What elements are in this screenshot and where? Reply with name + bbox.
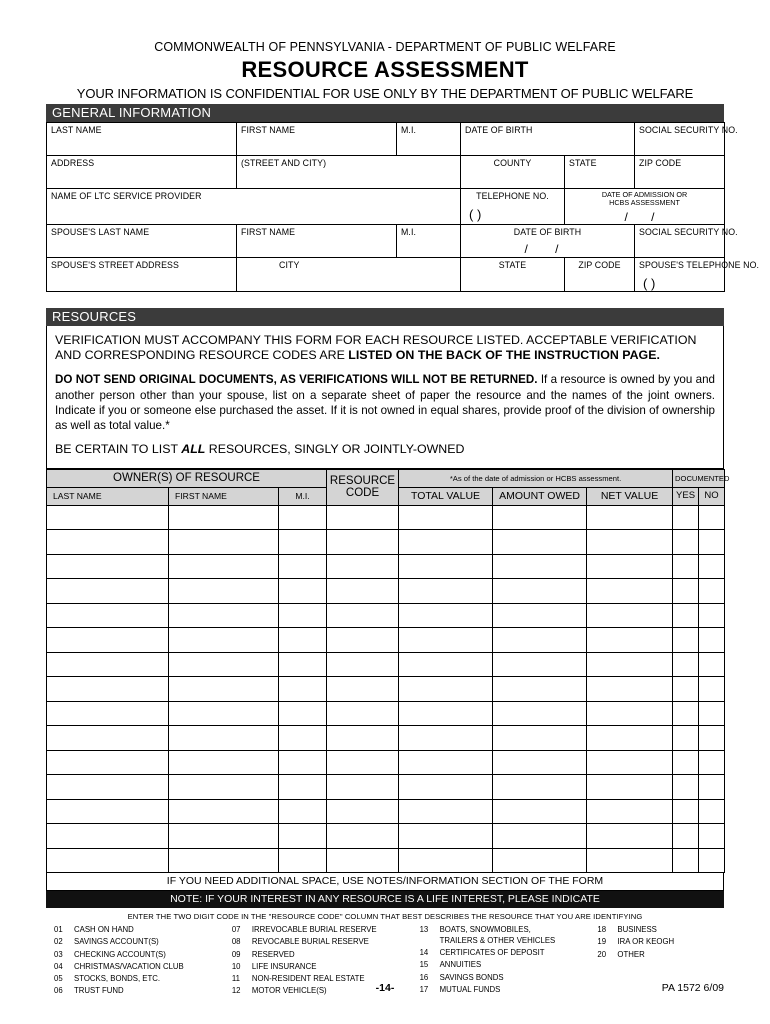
- col-total-value: TOTAL VALUE: [399, 487, 493, 505]
- resource-entry-cell[interactable]: [279, 554, 327, 579]
- resource-entry-cell[interactable]: [327, 628, 399, 653]
- resource-entry-cell[interactable]: [327, 750, 399, 775]
- code-label-line2: TRAILERS & OTHER VEHICLES: [439, 935, 556, 945]
- list-item: [232, 951, 420, 959]
- cell-county[interactable]: COUNTY: [461, 156, 565, 189]
- resource-entry-cell[interactable]: [47, 848, 169, 873]
- list-item: [420, 986, 598, 994]
- resource-entry-cell[interactable]: [673, 824, 699, 849]
- resource-entry-cell[interactable]: [47, 677, 169, 702]
- cell-zip[interactable]: ZIP CODE: [635, 156, 725, 189]
- enter-code-note: ENTER THE TWO DIGIT CODE IN THE "RESOURCE CODE" COLUMN THAT BEST DESCRIBES THE RESOURCE THAT YOU ARE IDENTIFYING: [127, 912, 643, 921]
- resource-entry-cell[interactable]: [47, 628, 169, 653]
- resource-entry-cell[interactable]: [699, 775, 725, 800]
- list-item: [597, 938, 716, 946]
- spouse-dob-slashes: / /: [524, 241, 571, 256]
- table-row: [47, 775, 725, 800]
- resource-entry-cell[interactable]: [327, 848, 399, 873]
- table-row: [47, 652, 725, 677]
- list-item: [54, 951, 232, 959]
- page-title: RESOURCE ASSESSMENT: [241, 57, 529, 82]
- resource-entry-cell[interactable]: [169, 603, 279, 628]
- resource-entry-cell[interactable]: [493, 677, 587, 702]
- resource-entry-cell[interactable]: [399, 824, 493, 849]
- resource-entry-cell[interactable]: [493, 579, 587, 604]
- col-first-name: FIRST NAME: [169, 487, 279, 505]
- resource-entry-cell[interactable]: [169, 726, 279, 751]
- resource-entry-cell[interactable]: [399, 505, 493, 530]
- resources-instructions: [46, 326, 724, 469]
- table-row: [47, 799, 725, 824]
- page-number: -14-: [375, 982, 395, 994]
- resource-entry-cell[interactable]: [399, 652, 493, 677]
- code-label: TRUST FUND: [74, 986, 124, 996]
- code-column-3: [420, 926, 598, 1000]
- code-number: 08: [231, 937, 241, 947]
- list-all-paragraph: BE CERTAIN TO LIST ALL RESOURCES, SINGLY OR JOINTLY-OWNED: [55, 441, 465, 456]
- cell-telephone[interactable]: TELEPHONE NO. ( ): [461, 189, 565, 225]
- code-number: 13: [419, 925, 429, 934]
- resource-entry-cell[interactable]: [587, 848, 673, 873]
- cell-spouse-telephone[interactable]: SPOUSE'S TELEPHONE NO. ( ): [635, 257, 725, 291]
- resource-entry-cell[interactable]: [673, 701, 699, 726]
- resource-entry-cell[interactable]: [699, 677, 725, 702]
- cell-spouse-dob[interactable]: DATE OF BIRTH / /: [461, 224, 635, 257]
- code-label: IRA OR KEOGH: [617, 937, 675, 947]
- cell-spouse-city[interactable]: CITY: [237, 257, 461, 291]
- resource-entry-cell[interactable]: [279, 603, 327, 628]
- col-yes: YES: [673, 487, 699, 505]
- resource-entry-cell[interactable]: [699, 579, 725, 604]
- gi-row-2: [47, 156, 725, 189]
- resource-entry-cell[interactable]: [673, 848, 699, 873]
- gi-row-4: [47, 224, 725, 257]
- resource-entry-cell[interactable]: [493, 799, 587, 824]
- resource-entry-cell[interactable]: [699, 652, 725, 677]
- resource-entry-cell[interactable]: [699, 799, 725, 824]
- code-label: CHECKING ACCOUNT(S): [74, 949, 166, 959]
- code-number: 10: [231, 961, 241, 971]
- cell-state[interactable]: STATE: [565, 156, 635, 189]
- resource-row-body: [47, 505, 725, 873]
- resource-entry-cell[interactable]: [47, 750, 169, 775]
- resource-entry-cell[interactable]: [699, 726, 725, 751]
- table-row: [47, 726, 725, 751]
- table-row: [47, 603, 725, 628]
- resource-entry-cell[interactable]: [399, 726, 493, 751]
- documented-header: DOCUMENTED: [673, 469, 725, 487]
- col-last-name: LAST NAME: [47, 487, 169, 505]
- code-label: LIFE INSURANCE: [251, 961, 317, 971]
- resource-entry-cell[interactable]: [169, 848, 279, 873]
- resource-entry-cell[interactable]: [279, 848, 327, 873]
- table-row: [47, 750, 725, 775]
- resource-entry-cell[interactable]: [279, 775, 327, 800]
- code-number: 18: [597, 925, 607, 934]
- gi-row-5: [47, 257, 725, 291]
- table-row: [47, 505, 725, 530]
- list-item: [420, 926, 598, 945]
- resource-entry-cell[interactable]: [279, 824, 327, 849]
- cell-spouse-first-name[interactable]: FIRST NAME: [237, 224, 397, 257]
- code-number: 15: [419, 960, 429, 970]
- general-information-table: [46, 122, 760, 292]
- resource-entry-cell[interactable]: [47, 505, 169, 530]
- resource-entry-cell[interactable]: [279, 750, 327, 775]
- resource-entry-cell[interactable]: [587, 824, 673, 849]
- list-item: [54, 975, 232, 983]
- resource-entry-cell[interactable]: [169, 530, 279, 555]
- resource-entry-cell[interactable]: [673, 726, 699, 751]
- code-number: 05: [54, 974, 63, 984]
- resource-entry-cell[interactable]: [699, 554, 725, 579]
- resource-entry-cell[interactable]: [673, 603, 699, 628]
- resource-entry-cell[interactable]: [327, 505, 399, 530]
- cell-date-of-birth[interactable]: DATE OF BIRTH: [461, 123, 635, 156]
- resource-entry-cell[interactable]: [493, 530, 587, 555]
- resource-entry-cell[interactable]: [399, 530, 493, 555]
- resource-entry-cell[interactable]: [493, 726, 587, 751]
- no-originals-paragraph: DO NOT SEND ORIGINAL DOCUMENTS, AS VERIFICATIONS WILL NOT BE RETURNED. If a resource is owned by you and another person other than your spouse, list on a separate sheet of paper the resource and the names of the joint owners. Indicate if you or someone else purchased the asset. If it is not owned in equal shares, provide proof of the division of ownership as well as total value.*: [55, 373, 715, 433]
- code-label: MOTOR VEHICLE(S): [251, 986, 327, 996]
- table-row: [47, 628, 725, 653]
- resource-entry-cell[interactable]: [279, 701, 327, 726]
- resources-bar: RESOURCES: [46, 308, 724, 326]
- resource-entry-cell[interactable]: [493, 652, 587, 677]
- resource-entry-cell[interactable]: [399, 677, 493, 702]
- resource-entry-cell[interactable]: [169, 628, 279, 653]
- section-gap: [46, 292, 724, 308]
- telephone-paren: ( ): [469, 207, 482, 222]
- cell-spouse-street-address[interactable]: SPOUSE'S STREET ADDRESS: [47, 257, 237, 291]
- life-interest-note: NOTE: IF YOUR INTEREST IN ANY RESOURCE IS A LIFE INTEREST, PLEASE INDICATE: [46, 891, 724, 908]
- col-net-value: NET VALUE: [587, 487, 673, 505]
- resource-entry-cell[interactable]: [673, 677, 699, 702]
- resource-entry-cell[interactable]: [47, 824, 169, 849]
- resource-entry-cell[interactable]: [587, 726, 673, 751]
- table-row: [47, 677, 725, 702]
- code-label: RESERVED: [251, 949, 295, 959]
- resource-entry-cell[interactable]: [399, 701, 493, 726]
- list-item: [597, 926, 716, 934]
- resource-entry-cell[interactable]: [279, 652, 327, 677]
- list-item: [54, 926, 232, 934]
- resource-entry-cell[interactable]: [47, 579, 169, 604]
- resource-entry-cell[interactable]: [493, 554, 587, 579]
- code-label: SAVINGS BONDS: [439, 972, 504, 982]
- code-label: ANNUITIES: [439, 960, 482, 970]
- resource-entry-cell[interactable]: [587, 579, 673, 604]
- resource-code-header: RESOURCE CODE: [327, 469, 399, 505]
- resource-entry-cell[interactable]: [587, 775, 673, 800]
- resource-entry-cell[interactable]: [493, 775, 587, 800]
- resource-entry-cell[interactable]: [493, 824, 587, 849]
- resource-entry-cell[interactable]: [47, 726, 169, 751]
- code-number: 06: [54, 986, 63, 996]
- resource-entry-cell[interactable]: [169, 579, 279, 604]
- table-row: [47, 824, 725, 849]
- resource-entry-cell[interactable]: [493, 603, 587, 628]
- code-number: 16: [419, 972, 429, 982]
- resource-entry-cell[interactable]: [327, 726, 399, 751]
- resource-entry-cell[interactable]: [673, 775, 699, 800]
- general-information-bar: GENERAL INFORMATION: [46, 104, 724, 122]
- admission-date-slashes: / /: [624, 209, 665, 224]
- resource-entry-cell[interactable]: [47, 799, 169, 824]
- resource-entry-cell[interactable]: [399, 750, 493, 775]
- resource-entry-cell[interactable]: [47, 775, 169, 800]
- resource-entry-cell[interactable]: [587, 799, 673, 824]
- resource-entry-cell[interactable]: [673, 652, 699, 677]
- resource-entry-cell[interactable]: [279, 677, 327, 702]
- resource-entry-cell[interactable]: [327, 603, 399, 628]
- resource-entry-cell[interactable]: [493, 848, 587, 873]
- resource-entry-cell[interactable]: [399, 628, 493, 653]
- table-row: [47, 554, 725, 579]
- resource-entry-cell[interactable]: [279, 726, 327, 751]
- cell-ssn[interactable]: SOCIAL SECURITY NO.: [635, 123, 725, 156]
- list-item: [597, 951, 716, 959]
- resource-entry-cell[interactable]: [279, 628, 327, 653]
- cell-mi[interactable]: M.I.: [397, 123, 461, 156]
- table-row: [47, 530, 725, 555]
- cell-address[interactable]: ADDRESS: [47, 156, 237, 189]
- list-item: [232, 963, 420, 971]
- resource-entry-cell[interactable]: [327, 530, 399, 555]
- resource-entry-cell[interactable]: [699, 603, 725, 628]
- code-number: 09: [231, 949, 241, 959]
- code-label: REVOCABLE BURIAL RESERVE: [251, 937, 369, 947]
- code-number: 11: [231, 974, 240, 984]
- resource-entry-cell[interactable]: [493, 750, 587, 775]
- resource-entry-cell[interactable]: [169, 652, 279, 677]
- resource-entry-cell[interactable]: [493, 701, 587, 726]
- resource-entry-cell[interactable]: [279, 505, 327, 530]
- code-label: BOATS, SNOWMOBILES, TRAILERS & OTHER VEHICLES: [439, 925, 556, 945]
- resource-entry-cell[interactable]: [279, 530, 327, 555]
- resource-entry-cell[interactable]: [47, 603, 169, 628]
- code-number: 03: [54, 949, 63, 959]
- asof-note: *As of the date of admission or HCBS assessment.: [399, 469, 673, 487]
- code-label: CASH ON HAND: [74, 925, 134, 934]
- code-number: 17: [419, 984, 429, 994]
- spouse-telephone-paren: ( ): [643, 275, 656, 291]
- list-item: [420, 974, 598, 982]
- form-number: PA 1572 6/09: [661, 982, 724, 994]
- resource-entry-cell[interactable]: [673, 750, 699, 775]
- additional-space-note: IF YOU NEED ADDITIONAL SPACE, USE NOTES/INFORMATION SECTION OF THE FORM: [46, 873, 724, 891]
- resource-entry-cell[interactable]: [399, 554, 493, 579]
- resource-entry-cell[interactable]: [399, 579, 493, 604]
- resource-entry-cell[interactable]: [587, 505, 673, 530]
- resource-entry-cell[interactable]: [399, 603, 493, 628]
- resource-entry-cell[interactable]: [47, 652, 169, 677]
- agency-line: COMMONWEALTH OF PENNSYLVANIA - DEPARTMENT OF PUBLIC WELFARE: [154, 40, 616, 54]
- cell-first-name[interactable]: FIRST NAME: [237, 123, 397, 156]
- owner-of-resource-header: OWNER(S) OF RESOURCE: [47, 469, 327, 487]
- resource-entry-cell[interactable]: [327, 701, 399, 726]
- resource-entry-cell[interactable]: [699, 628, 725, 653]
- code-number: 14: [419, 948, 429, 958]
- cell-street-and-city[interactable]: (STREET AND CITY): [237, 156, 461, 189]
- gi-row-1: [47, 123, 725, 156]
- resource-entry-cell[interactable]: [699, 824, 725, 849]
- table-row: [47, 848, 725, 873]
- list-item: [420, 949, 598, 957]
- code-label: IRREVOCABLE BURIAL RESERVE: [251, 925, 377, 934]
- resource-entry-cell[interactable]: [169, 799, 279, 824]
- resource-entry-cell[interactable]: [327, 579, 399, 604]
- list-item: [420, 961, 598, 969]
- gi-row-3: [47, 189, 725, 225]
- resource-entry-cell[interactable]: [587, 701, 673, 726]
- resource-entry-cell[interactable]: [169, 824, 279, 849]
- code-label: CERTIFICATES OF DEPOSIT: [439, 948, 545, 958]
- cell-spouse-mi[interactable]: M.I.: [397, 224, 461, 257]
- code-number: 12: [231, 986, 241, 996]
- table-row: [47, 579, 725, 604]
- col-mi: M.I.: [279, 487, 327, 505]
- resource-entry-cell[interactable]: [169, 750, 279, 775]
- cell-admission-date[interactable]: DATE OF ADMISSION OR HCBS ASSESSMENT / /: [565, 189, 725, 225]
- code-label: BUSINESS: [617, 925, 657, 934]
- resource-entry-cell[interactable]: [399, 775, 493, 800]
- code-column-1: [54, 926, 232, 1000]
- list-item: [54, 938, 232, 946]
- resource-entry-cell[interactable]: [47, 701, 169, 726]
- resource-entry-cell[interactable]: [169, 505, 279, 530]
- resource-entry-cell[interactable]: [279, 579, 327, 604]
- cell-spouse-state[interactable]: STATE: [461, 257, 565, 291]
- list-item: [54, 987, 232, 995]
- resource-entry-cell[interactable]: [399, 799, 493, 824]
- resource-entry-cell[interactable]: [327, 824, 399, 849]
- resource-entry-cell[interactable]: [699, 848, 725, 873]
- resource-entry-cell[interactable]: [327, 652, 399, 677]
- resource-entry-cell[interactable]: [699, 701, 725, 726]
- list-item: [54, 963, 232, 971]
- code-number: 02: [54, 937, 63, 947]
- resource-entry-cell[interactable]: [169, 677, 279, 702]
- resource-entry-cell[interactable]: [169, 554, 279, 579]
- resource-entry-cell[interactable]: [587, 750, 673, 775]
- resource-entry-cell[interactable]: [587, 677, 673, 702]
- resource-entry-cell[interactable]: [673, 530, 699, 555]
- resource-entry-cell[interactable]: [587, 652, 673, 677]
- resource-entry-cell[interactable]: [673, 505, 699, 530]
- resource-entry-cell[interactable]: [587, 530, 673, 555]
- resource-entry-cell[interactable]: [327, 775, 399, 800]
- cell-ltc-provider[interactable]: NAME OF LTC SERVICE PROVIDER: [47, 189, 461, 225]
- col-no: NO: [699, 487, 725, 505]
- code-number: 07: [231, 925, 241, 934]
- resource-entry-cell[interactable]: [327, 677, 399, 702]
- code-label: STOCKS, BONDS, ETC.: [74, 974, 161, 984]
- cell-spouse-last-name[interactable]: SPOUSE'S LAST NAME: [47, 224, 237, 257]
- resource-header-row-1: [47, 469, 725, 487]
- resource-entry-cell[interactable]: [493, 505, 587, 530]
- resource-entry-cell[interactable]: [169, 701, 279, 726]
- resource-entry-cell[interactable]: [327, 554, 399, 579]
- table-row: [47, 701, 725, 726]
- list-item: [232, 926, 420, 934]
- resource-table: [46, 469, 730, 874]
- resource-entry-cell[interactable]: [699, 505, 725, 530]
- resource-entry-cell[interactable]: [169, 775, 279, 800]
- resource-entry-cell[interactable]: [47, 530, 169, 555]
- resource-entry-cell[interactable]: [587, 628, 673, 653]
- cell-last-name[interactable]: LAST NAME: [47, 123, 237, 156]
- verification-paragraph: VERIFICATION MUST ACCOMPANY THIS FORM FOR EACH RESOURCE LISTED. ACCEPTABLE VERIFICATION AND CORRESPONDING RESOURCE CODES ARE LISTED ON THE BACK OF THE INSTRUCTION PAGE.: [55, 332, 697, 363]
- code-label: OTHER: [617, 949, 645, 959]
- resource-entry-cell[interactable]: [399, 848, 493, 873]
- list-item: [232, 938, 420, 946]
- confidentiality-notice: YOUR INFORMATION IS CONFIDENTIAL FOR USE ONLY BY THE DEPARTMENT OF PUBLIC WELFARE: [76, 86, 694, 101]
- cell-spouse-zip[interactable]: ZIP CODE: [565, 257, 635, 291]
- code-number: 20: [597, 949, 607, 959]
- resource-entry-cell[interactable]: [699, 530, 725, 555]
- resource-entry-cell[interactable]: [279, 799, 327, 824]
- cell-spouse-ssn[interactable]: SOCIAL SECURITY NO.: [635, 224, 725, 257]
- code-number: 04: [54, 961, 63, 971]
- resource-entry-cell[interactable]: [587, 554, 673, 579]
- code-label: SAVINGS ACCOUNT(S): [74, 937, 159, 947]
- resource-entry-cell[interactable]: [699, 750, 725, 775]
- resource-entry-cell[interactable]: [47, 554, 169, 579]
- code-label: MUTUAL FUNDS: [439, 984, 501, 994]
- resource-entry-cell[interactable]: [327, 799, 399, 824]
- resource-entry-cell[interactable]: [673, 554, 699, 579]
- resource-entry-cell[interactable]: [673, 579, 699, 604]
- resource-entry-cell[interactable]: [673, 628, 699, 653]
- code-number: 01: [54, 925, 63, 934]
- resource-entry-cell[interactable]: [587, 603, 673, 628]
- code-label: NON-RESIDENT REAL ESTATE: [251, 974, 365, 984]
- resource-entry-cell[interactable]: [493, 628, 587, 653]
- form-sheet: [46, 40, 760, 1006]
- resource-entry-cell[interactable]: [673, 799, 699, 824]
- code-number: 19: [597, 937, 607, 947]
- code-label: CHRISTMAS/VACATION CLUB: [74, 961, 184, 971]
- col-amount-owed: AMOUNT OWED: [493, 487, 587, 505]
